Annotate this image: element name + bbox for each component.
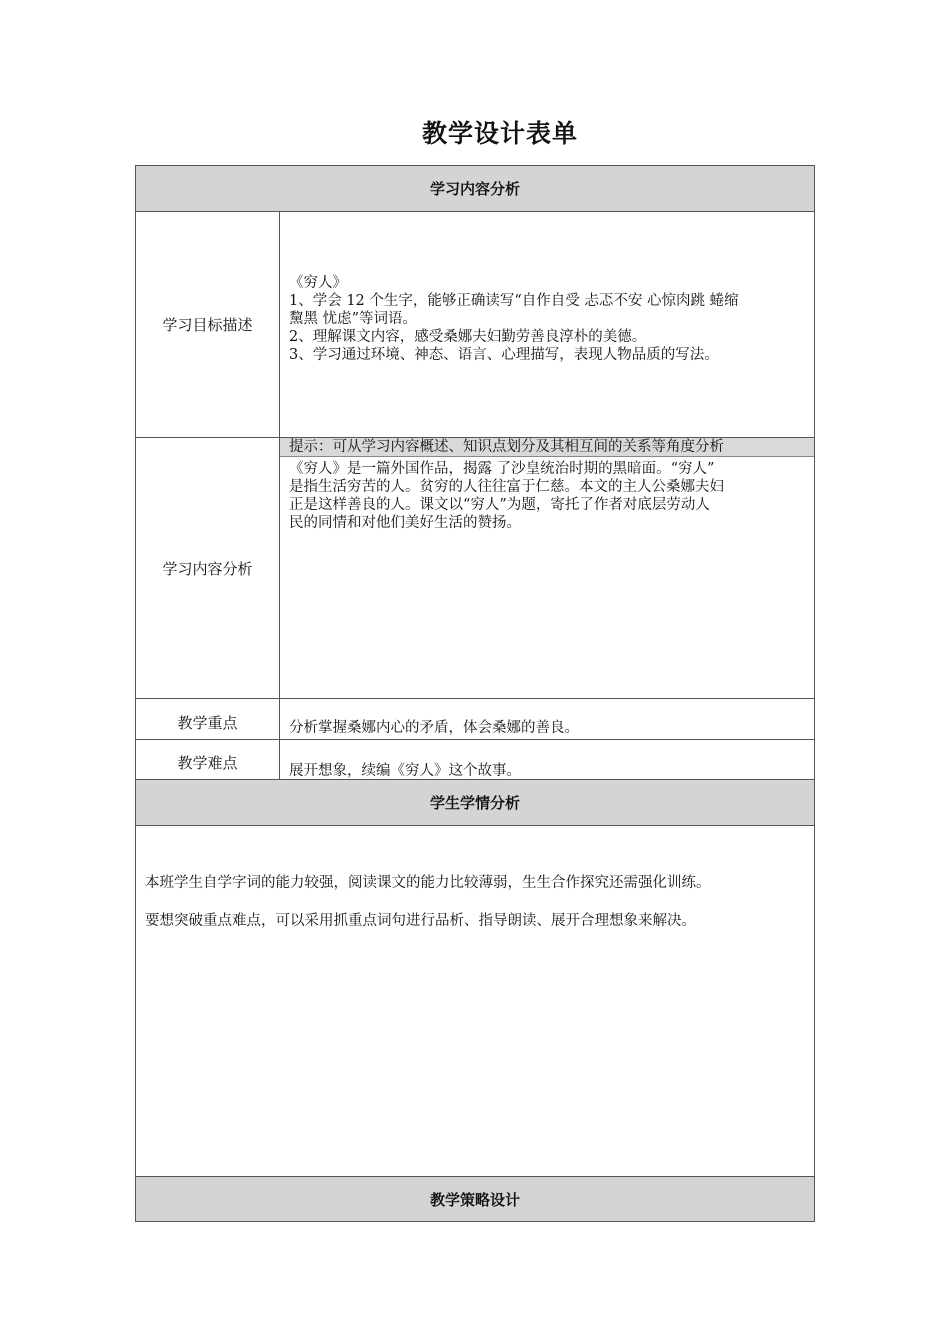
section-header-content-analysis [135, 165, 815, 212]
objectives-label: 学习目标描述 [162, 316, 253, 334]
objectives-label-cell [135, 211, 280, 438]
objective-line: 《穷人》 [289, 275, 347, 291]
section-header-label: 学生学情分析 [429, 794, 520, 812]
student-analysis-paragraph: 要想突破重点难点，可以采用抓重点词句进行品析、指导朗读、展开合理想象来解决。 [145, 913, 696, 929]
content-analysis-content-cell [279, 437, 815, 699]
objective-line: 3、学习通过环境、神态、语言、心理描写，表现人物品质的写法。 [289, 347, 719, 363]
key-points-label-cell [135, 698, 280, 740]
section-header-student-analysis [135, 779, 815, 826]
key-points-content-cell [279, 698, 815, 740]
difficulties-label: 教学难点 [177, 754, 238, 772]
content-analysis-line: 正是这样善良的人。课文以“穷人”为题，寄托了作者对底层劳动人 [289, 497, 710, 513]
section-header-label: 教学策略设计 [429, 1190, 520, 1209]
document-title: 教学设计表单 [421, 119, 578, 148]
key-points-label: 教学重点 [177, 714, 238, 732]
content-analysis-hint: 提示：可从学习内容概述、知识点划分及其相互间的关系等角度分析 [280, 438, 814, 457]
student-analysis-paragraph: 本班学生自学字词的能力较强，阅读课文的能力比较薄弱，生生合作探究还需强化训练。 [145, 875, 711, 891]
content-analysis-line: 民的同情和对他们美好生活的赞扬。 [289, 515, 521, 531]
difficulties-text: 展开想象，续编《穷人》这个故事。 [289, 763, 521, 779]
student-analysis-content-cell [135, 825, 815, 1177]
section-header-strategy-design [135, 1176, 815, 1222]
difficulties-label-cell [135, 739, 280, 781]
key-points-text: 分析掌握桑娜内心的矛盾，体会桑娜的善良。 [289, 720, 579, 736]
objective-line: 2、理解课文内容，感受桑娜夫妇勤劳善良淳朴的美德。 [289, 329, 647, 345]
objective-line: 1、学会 12 个生字，能够正确读写“自作自受 忐忑不安 心惊肉跳 蜷缩 [289, 293, 739, 309]
objectives-content-cell [279, 211, 815, 438]
section-header-label: 学习内容分析 [429, 180, 520, 198]
content-analysis-line: 《穷人》是一篇外国作品，揭露 了沙皇统治时期的黑暗面。“穷人” [289, 461, 715, 477]
content-analysis-label: 学习内容分析 [162, 559, 253, 578]
content-analysis-line: 是指生活穷苦的人。贫穷的人往往富于仁慈。本文的主人公桑娜夫妇 [289, 479, 724, 495]
design-form-table [135, 165, 815, 1222]
content-analysis-label-cell [135, 437, 280, 699]
objective-line: 黧黑 忧虑”等词语。 [289, 311, 418, 327]
difficulties-content-cell [279, 739, 815, 781]
